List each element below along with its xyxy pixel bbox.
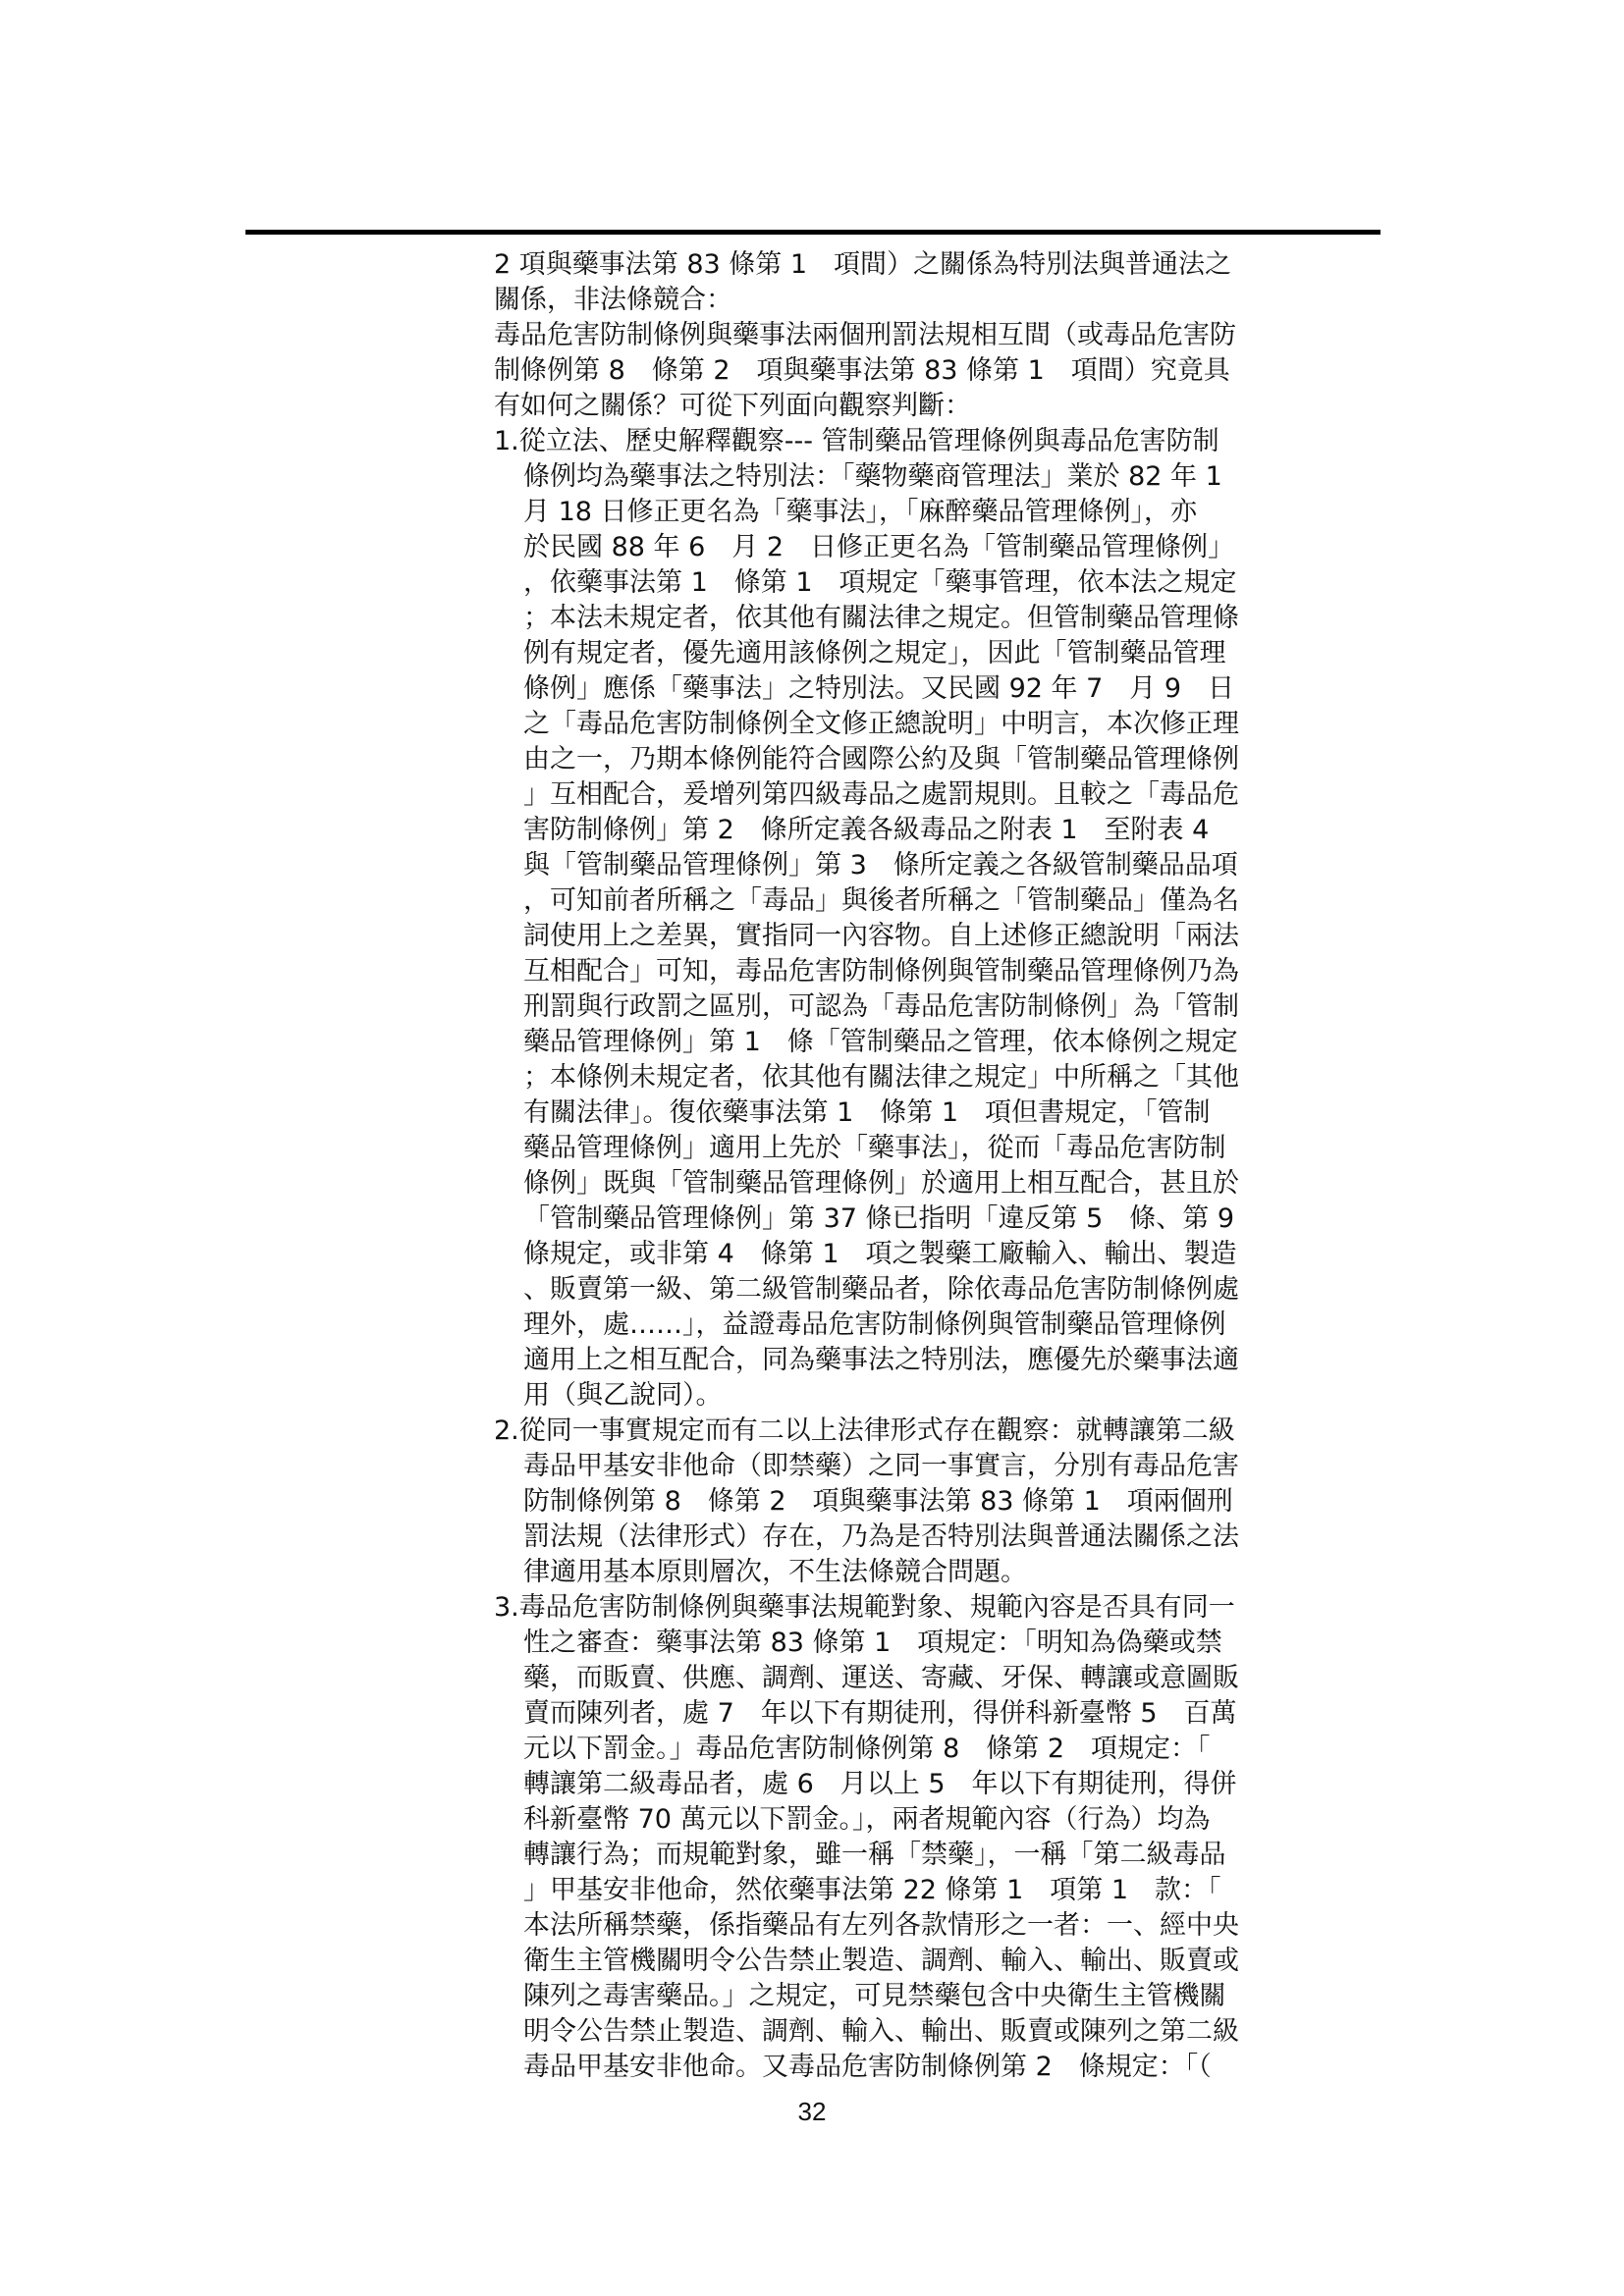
- text-line: 藥品管理條例」第 1 條「管制藥品之管理，依本條例之規定: [523, 1027, 1238, 1057]
- text-line: 互相配合」可知，毒品危害防制條例與管制藥品管理條例乃為: [523, 956, 1239, 987]
- text-line: 由之一，乃期本條例能符合國際公約及與「管制藥品管理條例: [523, 744, 1239, 774]
- document-body: [494, 247, 1265, 2085]
- text-line: 陳列之毒害藥品。」之規定，可見禁藥包含中央衛生主管機關: [523, 1981, 1226, 2011]
- text-line: 之「毒品危害防制條例全文修正總說明」中明言，本次修正理: [523, 709, 1239, 739]
- text-line: 條例」既與「管制藥品管理條例」於適用上相互配合，甚且於: [523, 1168, 1239, 1199]
- text-line: 毒品甲基安非他命（即禁藥）之同一事實言，分別有毒品危害: [523, 1451, 1239, 1481]
- text-line: 關係，非法條競合：: [494, 285, 732, 315]
- text-line: 害防制條例」第 2 條所定義各級毒品之附表 1 至附表 4: [523, 815, 1210, 845]
- text-line: 毒品危害防制條例與藥事法兩個刑罰法規相互間（或毒品危害防: [494, 320, 1236, 350]
- text-line: ；本法未規定者，依其他有關法律之規定。但管制藥品管理條: [523, 603, 1239, 633]
- text-line: 轉讓行為；而規範對象，雖一稱「禁藥」，一稱「第二級毒品: [523, 1840, 1226, 1870]
- text-line: 科新臺幣 70 萬元以下罰金。」，兩者規範內容（行為）均為: [523, 1804, 1211, 1835]
- text-line: 毒品甲基安非他命。又毒品危害防制條例第 2 條規定：「（: [523, 2052, 1212, 2082]
- text-line: 於民國 88 年 6 月 2 日修正更名為「管制藥品管理條例」: [523, 532, 1235, 562]
- text-line: 制條例第 8 條第 2 項與藥事法第 83 條第 1 項間）究竟具: [494, 355, 1230, 386]
- text-line: ；本條例未規定者，依其他有關法律之規定」中所稱之「其他: [523, 1062, 1239, 1093]
- text-line: 1.從立法、歷史解釋觀察--- 管制藥品管理條例與毒品危害防制: [494, 426, 1219, 456]
- text-line: 適用上之相互配合，同為藥事法之特別法，應優先於藥事法適: [523, 1345, 1239, 1375]
- text-line: 賣而陳列者，處 7 年以下有期徒刑，得併科新臺幣 5 百萬: [523, 1698, 1237, 1729]
- text-line: 刑罰與行政罰之區別，可認為「毒品危害防制條例」為「管制: [523, 991, 1239, 1022]
- text-line: ，依藥事法第 1 條第 1 項規定「藥事管理，依本法之規定: [523, 567, 1237, 598]
- text-line: 衛生主管機關明令公告禁止製造、調劑、輸入、輸出、販賣或: [523, 1946, 1239, 1976]
- text-line: 詞使用上之差異，實指同一內容物。自上述修正總說明「兩法: [523, 921, 1239, 951]
- text-line: ，可知前者所稱之「毒品」與後者所稱之「管制藥品」僅為名: [523, 885, 1239, 916]
- text-line: 藥，而販賣、供應、調劑、運送、寄藏、牙保、轉讓或意圖販: [523, 1663, 1239, 1693]
- text-line: 明令公告禁止製造、調劑、輸入、輸出、販賣或陳列之第二級: [523, 2016, 1239, 2047]
- text-line: 」互相配合，爰增列第四級毒品之處罰規則。且較之「毒品危: [523, 779, 1239, 810]
- text-line: 律適用基本原則層次，不生法條競合問題。: [523, 1557, 1027, 1587]
- text-line: 「管制藥品管理條例」第 37 條已指明「違反第 5 條、第 9: [523, 1203, 1235, 1234]
- text-line: 例有規定者，優先適用該條例之規定」，因此「管制藥品管理: [523, 638, 1226, 668]
- page-number: 32: [797, 2097, 827, 2126]
- text-line: 、販賣第一級、第二級管制藥品者，除依毒品危害防制條例處: [523, 1274, 1239, 1305]
- text-line: 有如何之關係？可從下列面向觀察判斷：: [494, 391, 971, 421]
- text-line: 2.從同一事實規定而有二以上法律形式存在觀察：就轉讓第二級: [494, 1415, 1235, 1446]
- text-line: 3.毒品危害防制條例與藥事法規範對象、規範內容是否具有同一: [494, 1592, 1235, 1623]
- text-line: 本法所稱禁藥，係指藥品有左列各款情形之一者：一、經中央: [523, 1910, 1239, 1941]
- text-line: 條例均為藥事法之特別法：「藥物藥商管理法」業於 82 年 1: [523, 461, 1222, 492]
- text-line: 月 18 日修正更名為「藥事法」，「麻醉藥品管理條例」，亦: [523, 497, 1198, 527]
- text-line: 理外，處……」，益證毒品危害防制條例與管制藥品管理條例: [523, 1309, 1226, 1340]
- text-line: 防制條例第 8 條第 2 項與藥事法第 83 條第 1 項兩個刑: [523, 1486, 1233, 1517]
- text-line: 性之審查：藥事法第 83 條第 1 項規定：「明知為偽藥或禁: [523, 1628, 1222, 1658]
- text-line: 有關法律」。復依藥事法第 1 條第 1 項但書規定，「管制: [523, 1097, 1211, 1128]
- text-line: 條例」應係「藥事法」之特別法。又民國 92 年 7 月 9 日: [523, 673, 1235, 704]
- text-line: 藥品管理條例」適用上先於「藥事法」，從而「毒品危害防制: [523, 1133, 1226, 1163]
- text-line: 用（與乙說同）。: [523, 1380, 723, 1411]
- text-line: 與「管制藥品管理條例」第 3 條所定義之各級管制藥品品項: [523, 850, 1238, 881]
- text-line: 條規定，或非第 4 條第 1 項之製藥工廠輸入、輸出、製造: [523, 1239, 1237, 1269]
- text-line: 」甲基安非他命，然依藥事法第 22 條第 1 項第 1 款：「: [523, 1875, 1221, 1905]
- text-line: 罰法規（法律形式）存在，乃為是否特別法與普通法關係之法: [523, 1522, 1239, 1552]
- text-line: 元以下罰金。」毒品危害防制條例第 8 條第 2 項規定：「: [523, 1734, 1211, 1764]
- header-rule: [245, 230, 1380, 235]
- text-line: 2 項與藥事法第 83 條第 1 項間）之關係為特別法與普通法之: [494, 249, 1232, 280]
- text-line: 轉讓第二級毒品者，處 6 月以上 5 年以下有期徒刑，得併: [523, 1769, 1237, 1799]
